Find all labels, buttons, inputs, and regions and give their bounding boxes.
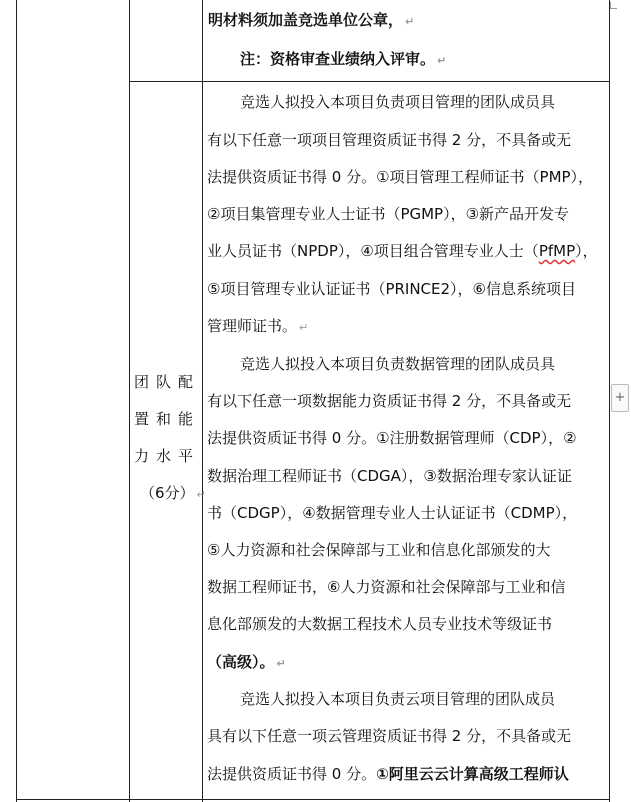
para2-line-5: 书（CDGP），④数据管理专业人士认证证书（CDMP）， [207,504,578,522]
para2-line-7: 数据工程师证书，⑥人力资源和社会保障部与工业和信 [207,578,566,596]
row-label-line-3: 力水平 [134,447,201,465]
para2-line-6: ⑤人力资源和社会保障部与工业和信息化部颁发的大 [207,541,551,559]
para1-line-3: 法提供资质证书得 0 分。①项目管理工程师证书（PMP）， [207,168,594,186]
spellcheck-word: PfMP [538,242,576,260]
para1-line-2: 有以下任意一项项目管理资质证书得 2 分，不具备或无 [207,131,572,149]
para1-line-6: ⑤项目管理专业认证证书（PRINCE2），⑥信息系统项目 [207,280,577,298]
para3-line-1: 竞选人拟投入本项目负责云项目管理的团队成员 [240,690,556,708]
para2-line-3: 法提供资质证书得 0 分。①注册数据管理师（CDP），② [207,429,577,447]
text-boundary-mark [610,2,617,9]
para2-line-8: 息化部颁发的大数据工程技术人员专业技术等级证书 [207,615,553,633]
row-label-line-1: 团队配 [134,373,201,391]
table-border-left [16,0,17,802]
top-cell-line-1: 明材料须加盖竞选单位公章， ↵ [208,11,415,29]
row-label-line-4: （6分） ↵ [140,484,206,502]
para1-line-7: 管理师证书。 ↵ [207,317,309,335]
add-row-button[interactable]: + [611,384,629,412]
column-divider-1 [129,0,130,802]
para1-line-1: 竞选人拟投入本项目负责项目管理的团队成员具 [240,93,556,111]
top-cell-line-2: 注：资格审查业绩纳入评审。 ↵ [240,50,447,68]
para2-line-4: 数据治理工程师证书（CDGA），③数据治理专家认证证 [207,467,572,485]
para3-line-3: 法提供资质证书得 0 分。①阿里云云计算高级工程师认 [207,765,569,783]
row-divider [129,81,610,82]
para2-line-2: 有以下任意一项数据能力资质证书得 2 分，不具备或无 [207,392,572,410]
table-border-bottom [16,799,610,800]
column-divider-2 [202,0,203,802]
para3-line-2: 具有以下任意一项云管理资质证书得 2 分，不具备或无 [207,727,572,745]
row-label-line-2: 置和能 [134,410,201,428]
para2-line-9: （高级）。 ↵ [207,653,286,671]
para1-line-5: 业人员证书（NPDP），④项目组合管理专业人士（PfMP）， [207,242,598,260]
table-border-right [609,0,610,802]
para1-line-4: ②项目集管理专业人士证书（PGMP），③新产品开发专 [207,205,570,223]
para2-line-1: 竞选人拟投入本项目负责数据管理的团队成员具 [240,355,556,373]
